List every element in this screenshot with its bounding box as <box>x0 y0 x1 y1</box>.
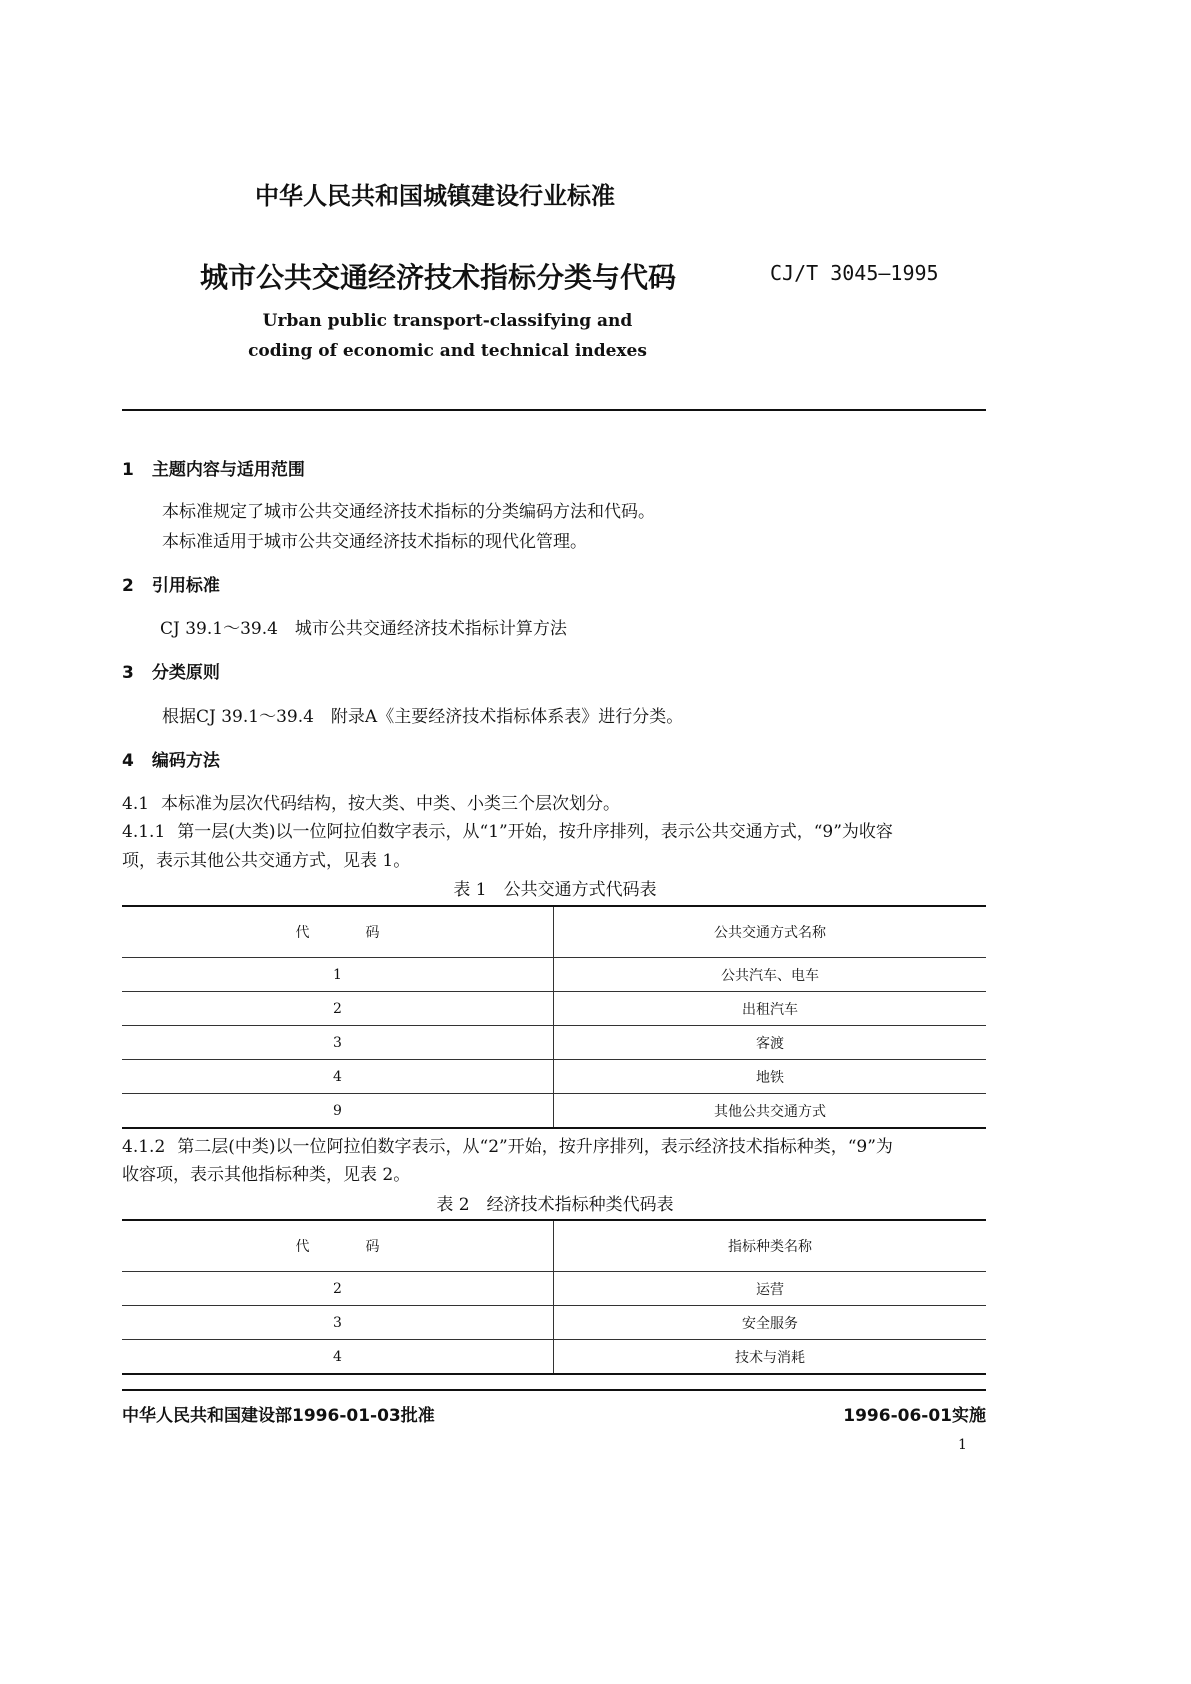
table-row <box>122 1306 986 1340</box>
effective-date: 1996-06-01实施 <box>843 1406 986 1426</box>
cell-name: 其他公共交通方式 <box>554 1094 987 1129</box>
table-header-row <box>122 1220 986 1272</box>
header-code: 代 码 <box>122 906 554 958</box>
header-name: 公共交通方式名称 <box>554 906 987 958</box>
table-row <box>122 1272 986 1306</box>
table-row <box>122 1340 986 1375</box>
header-code: 代 码 <box>122 1220 554 1272</box>
cell-name: 地铁 <box>554 1060 987 1094</box>
cell-code: 3 <box>122 1026 554 1060</box>
cell-name: 运营 <box>554 1272 987 1306</box>
cell-name: 技术与消耗 <box>554 1340 987 1375</box>
cell-code: 4 <box>122 1340 554 1375</box>
standard-code: CJ/T 3045—1995 <box>770 261 939 285</box>
table-1-caption: 表 1 公共交通方式代码表 <box>453 880 657 900</box>
clause-4-1-1: 4.1.1 第一层(大类)以一位阿拉伯数字表示，从“1”开始，按升序排列，表示公共交通方式，“9”为收容 <box>122 822 893 842</box>
clause-4-1-1-cont: 项，表示其他公共交通方式，见表 1。 <box>122 851 411 871</box>
table-row <box>122 1060 986 1094</box>
cell-code: 9 <box>122 1094 554 1129</box>
table-header-row <box>122 906 986 958</box>
issuing-org: 中华人民共和国城镇建设行业标准 <box>255 182 615 210</box>
table-row <box>122 992 986 1026</box>
header-rule <box>122 409 986 411</box>
clause-4-1-2-cont: 收容项，表示其他指标种类，见表 2。 <box>122 1165 411 1185</box>
table-1 <box>122 905 986 1129</box>
cell-code: 3 <box>122 1306 554 1340</box>
cell-name: 安全服务 <box>554 1306 987 1340</box>
cell-code: 2 <box>122 992 554 1026</box>
table-row <box>122 1094 986 1129</box>
cell-name: 客渡 <box>554 1026 987 1060</box>
section-1-heading: 1 主题内容与适用范围 <box>122 460 305 480</box>
table-row <box>122 1026 986 1060</box>
paragraph: 本标准适用于城市公共交通经济技术指标的现代化管理。 <box>162 532 587 552</box>
cell-name: 公共汽车、电车 <box>554 958 987 992</box>
cell-code: 1 <box>122 958 554 992</box>
cell-code: 2 <box>122 1272 554 1306</box>
paragraph: 根据CJ 39.1～39.4 附录A《主要经济技术指标体系表》进行分类。 <box>162 707 684 727</box>
table-row <box>122 958 986 992</box>
header-name: 指标种类名称 <box>554 1220 987 1272</box>
approval-line: 中华人民共和国建设部1996-01-03批准 <box>122 1406 435 1426</box>
clause-4-1: 4.1 本标准为层次代码结构，按大类、中类、小类三个层次划分。 <box>122 794 621 814</box>
section-2-heading: 2 引用标准 <box>122 576 220 596</box>
document-title: 城市公共交通经济技术指标分类与代码 <box>200 261 677 294</box>
section-4-heading: 4 编码方法 <box>122 751 220 771</box>
english-title-2: coding of economic and technical indexes <box>248 341 647 361</box>
cell-code: 4 <box>122 1060 554 1094</box>
page-number: 1 <box>958 1437 967 1453</box>
footer-rule <box>122 1389 986 1391</box>
table-2-caption: 表 2 经济技术指标种类代码表 <box>436 1195 674 1215</box>
paragraph: CJ 39.1～39.4 城市公共交通经济技术指标计算方法 <box>160 619 567 639</box>
clause-4-1-2: 4.1.2 第二层(中类)以一位阿拉伯数字表示，从“2”开始，按升序排列，表示经济技术指标种类，“9”为 <box>122 1137 893 1157</box>
table-2 <box>122 1219 986 1375</box>
english-title-1: Urban public transport-classifying and <box>262 311 633 331</box>
section-3-heading: 3 分类原则 <box>122 663 220 683</box>
paragraph: 本标准规定了城市公共交通经济技术指标的分类编码方法和代码。 <box>162 502 655 522</box>
cell-name: 出租汽车 <box>554 992 987 1026</box>
